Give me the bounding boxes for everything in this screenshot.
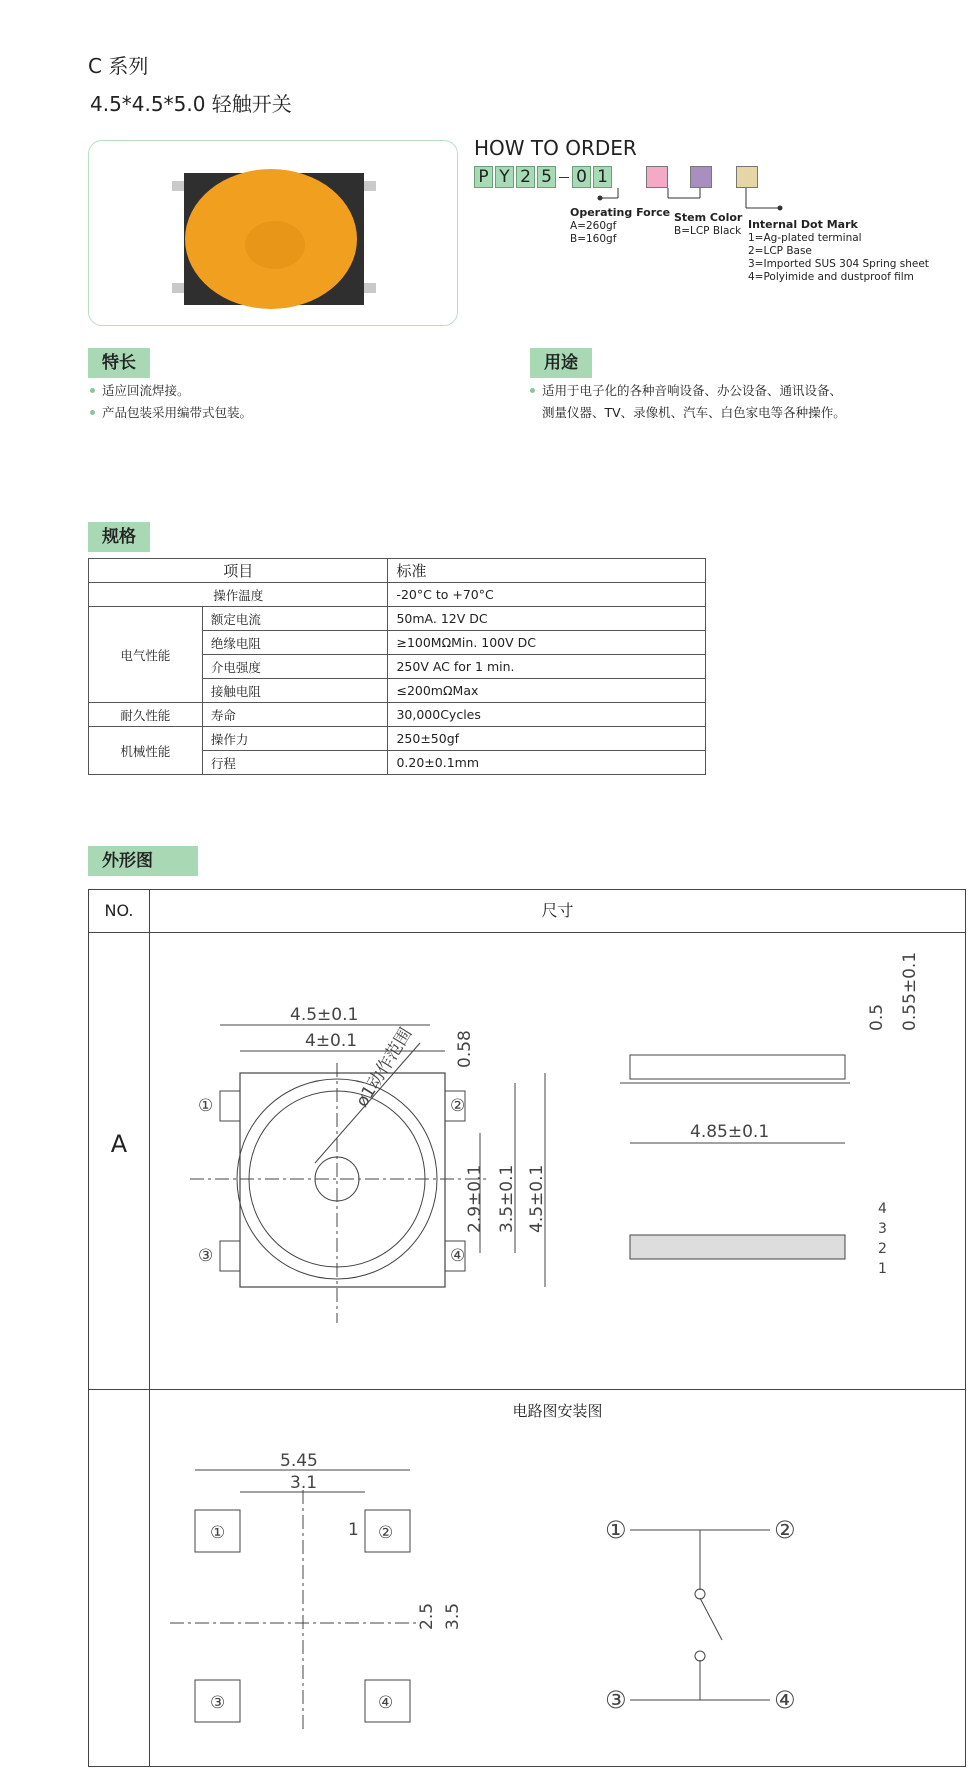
spec-group: 电气性能 (89, 607, 203, 703)
spec-value: ≤200mΩMax (388, 679, 706, 703)
code-char: 2 (516, 166, 535, 188)
code-char: P (474, 166, 493, 188)
spec-header-value: 标准 (388, 559, 706, 583)
spec-value: 250V AC for 1 min. (388, 655, 706, 679)
table-row (89, 607, 706, 631)
model-title: 4.5*4.5*5.0 轻触开关 (90, 92, 292, 116)
dim-pad-h: 1 (348, 1520, 359, 1540)
dim-side-h1: 0.5 (867, 1003, 887, 1031)
pad-label-2: ② (378, 1523, 394, 1543)
dim-pad-v2: 3.5 (443, 1602, 463, 1630)
spec-value: -20°C to +70°C (388, 583, 706, 607)
circuit-pin-2: ② (774, 1516, 796, 1544)
usage-item: 测量仪器、TV、录像机、汽车、白色家电等各种操作。 (542, 405, 846, 420)
circuit-pin-4: ④ (774, 1686, 796, 1714)
pad-layout-drawing (150, 1430, 965, 1766)
switch-body (240, 1073, 445, 1287)
dot-line: 4=Polyimide and dustproof film (748, 271, 914, 283)
product-photo-frame (88, 140, 458, 326)
dim-side-h2: 0.55±0.1 (900, 951, 920, 1031)
row-label: A (110, 1130, 128, 1158)
dim-range: ø1动作范围 (352, 1024, 417, 1111)
dim-top-gap: 0.58 (455, 1030, 475, 1068)
spec-item: 寿命 (202, 703, 388, 727)
series-title: C 系列 (88, 54, 149, 78)
layer-1: 1 (878, 1261, 887, 1277)
dot-line: 3=Imported SUS 304 Spring sheet (748, 258, 929, 270)
force-title: Operating Force (570, 206, 671, 219)
usage-list (530, 380, 846, 424)
stem-legend (674, 211, 742, 238)
spec-item: 行程 (202, 751, 388, 775)
pad-label-3: ③ (210, 1693, 226, 1713)
feature-item: 产品包装采用编带式包装。 (90, 402, 252, 424)
spec-item: 接触电阻 (202, 679, 388, 703)
outline-header-no: NO. (104, 901, 134, 920)
pin-4: ④ (450, 1246, 466, 1266)
pad-label-4: ④ (378, 1693, 394, 1713)
spec-value: 50mA. 12V DC (388, 607, 706, 631)
outline-header-dim: 尺寸 (541, 901, 574, 920)
spec-item: 介电强度 (202, 655, 388, 679)
stem-line: B=LCP Black (674, 225, 742, 237)
spec-item: 绝缘电阻 (202, 631, 388, 655)
spec-group: 机械性能 (89, 727, 203, 775)
usage-title: 用途 (530, 348, 592, 378)
side-view (630, 1055, 845, 1079)
pin-2: ② (450, 1096, 466, 1116)
spec-value: 0.20±0.1mm (388, 751, 706, 775)
section-view (630, 1235, 845, 1259)
dim-pad-inner: 3.1 (290, 1473, 318, 1493)
circuit-title: 电路图安装图 (512, 1402, 603, 1420)
pin-tab (220, 1091, 240, 1121)
spec-value: 30,000Cycles (388, 703, 706, 727)
product-photo (89, 141, 457, 325)
dim-side-w: 4.85±0.1 (690, 1122, 770, 1142)
circuit-diagram (605, 1516, 796, 1714)
spec-item: 额定电流 (202, 607, 388, 631)
spec-title: 规格 (88, 522, 150, 552)
spec-value: ≥100MΩMin. 100V DC (388, 631, 706, 655)
outline-title: 外形图 (88, 846, 198, 876)
order-code (474, 166, 614, 188)
swatch-beige (736, 166, 758, 188)
code-char: Y (495, 166, 514, 188)
features-title: 特长 (88, 348, 150, 378)
outline-frame (88, 889, 966, 1767)
spec-group: 耐久性能 (89, 703, 203, 727)
spec-item: 操作力 (202, 727, 388, 751)
stem-title: Stem Color (674, 211, 743, 224)
spec-item: 操作温度 (89, 583, 388, 607)
how-to-order-title: HOW TO ORDER (474, 136, 637, 160)
top-view-drawing (150, 933, 965, 1389)
table-row (89, 727, 706, 751)
dim-h2: 3.5±0.1 (497, 1164, 517, 1233)
pin-1: ① (198, 1096, 214, 1116)
usage-item: 适用于电子化的各种音响设备、办公设备、通讯设备、 (530, 380, 846, 402)
dot-line: 1=Ag-plated terminal (748, 232, 862, 244)
table-row (89, 583, 706, 607)
layer-4: 4 (878, 1201, 887, 1217)
dot-line: 2=LCP Base (748, 245, 812, 257)
spec-table (88, 558, 706, 775)
force-legend (570, 206, 670, 246)
spec-header-item: 项目 (89, 559, 388, 583)
swatch-pink (646, 166, 668, 188)
dim-inner: 4±0.1 (305, 1031, 358, 1051)
code-char: 0 (572, 166, 591, 188)
dot-legend (748, 218, 929, 284)
layer-2: 2 (878, 1241, 887, 1257)
pad-label-1: ① (210, 1523, 226, 1543)
features-list (90, 380, 252, 424)
swatch-purple (690, 166, 712, 188)
feature-item: 适应回流焊接。 (90, 380, 252, 402)
dim-pad-v1: 2.5 (417, 1602, 437, 1630)
dot-title: Internal Dot Mark (748, 218, 858, 231)
spec-value: 250±50gf (388, 727, 706, 751)
force-line: A=260gf (570, 220, 617, 232)
force-line: B=160gf (570, 233, 617, 245)
pin-tab (220, 1241, 240, 1271)
circuit-pin-1: ① (605, 1516, 627, 1544)
code-char: 5 (537, 166, 556, 188)
circuit-pin-3: ③ (605, 1686, 627, 1714)
dim-h3: 4.5±0.1 (527, 1164, 547, 1233)
dim-width: 4.5±0.1 (290, 1005, 359, 1025)
code-char: 1 (593, 166, 612, 188)
dim-h1: 2.9±0.1 (465, 1164, 485, 1233)
layer-3: 3 (878, 1221, 887, 1237)
pin-3: ③ (198, 1246, 214, 1266)
dim-pad-w: 5.45 (280, 1451, 318, 1471)
table-row (89, 703, 706, 727)
